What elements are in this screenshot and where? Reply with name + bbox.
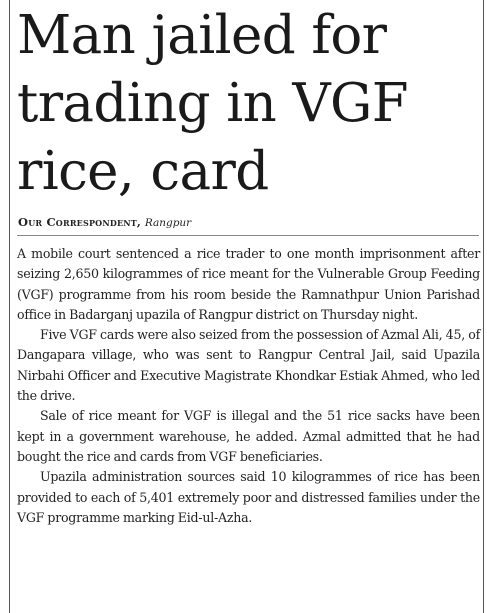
byline [18, 214, 480, 231]
paragraph: Five VGF cards were also seized from the possession of Azmal Ali, 45, of Dangapara village, who was sent to Rangpur Central Jail, said Upazila Nirbahi Officer and Executive Magistrate Khondkar Estiak Ahmed, who led the drive. [17, 327, 480, 404]
byline-author: Our Correspondent, [18, 215, 142, 229]
byline-location: Rangpur [144, 217, 192, 229]
column-rule-left [9, 0, 10, 613]
paragraph: A mobile court sentenced a rice trader to one month imprisonment after seizing 2,650 kilogrammes of rice meant for the Vulnerable Group Feeding (VGF) programme from his room beside the Ramnathpur Union Parishad office in Badarganj upazila of Rangpur district on Thursday night. [17, 246, 480, 322]
paragraph: Sale of rice meant for VGF is illegal and the 51 rice sacks have been kept in a government warehouse, he added. Azmal admitted that he had bought the rice and cards from VGF beneficiaries. [17, 408, 480, 464]
column-rule-right [483, 0, 484, 613]
byline-divider [17, 235, 479, 236]
headline: Man jailed for trading in VGF rice, card [17, 5, 408, 202]
paragraph: Upazila administration sources said 10 kilogrammes of rice has been provided to each of 5,401 extremely poor and distressed families under the VGF programme marking Eid-ul-Azha. [17, 469, 480, 525]
article-body [17, 244, 480, 528]
